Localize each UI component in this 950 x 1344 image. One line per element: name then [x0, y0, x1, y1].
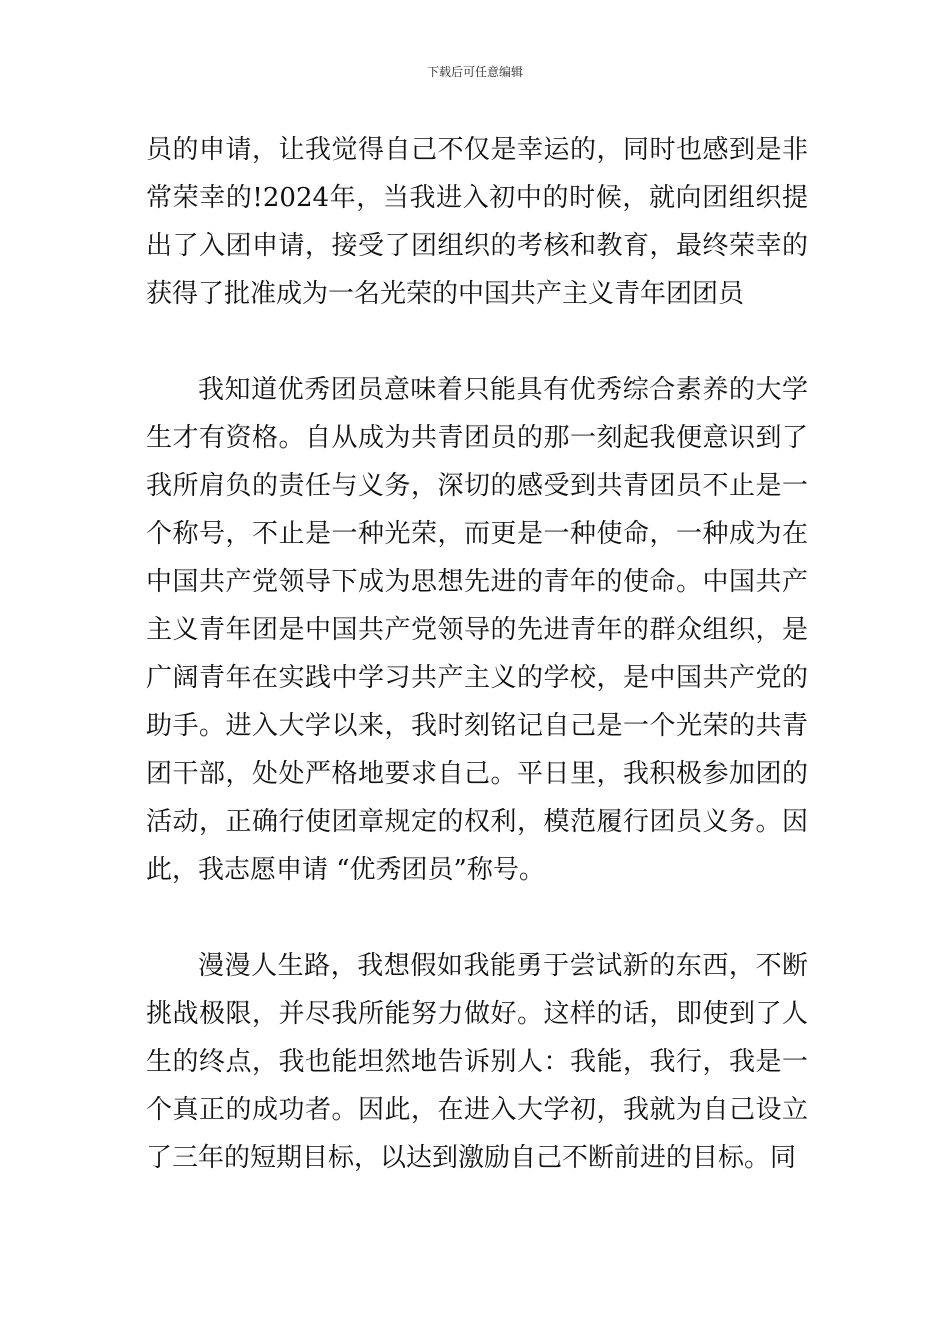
paragraph-spacer — [146, 318, 808, 366]
page-header: 下载后可任意编辑 — [426, 65, 523, 79]
paragraph-3: 漫漫人生路，我想假如我能勇于尝试新的东西，不断挑战极限，并尽我所能努力做好。这样的话，即使到了人生的终点，我也能坦然地告诉别人：我能，我行，我是一个真正的成功者。因此，在进入大学初，我就为自己设立了三年的短期目标，以达到激励自己不断前进的目标。同 — [146, 951, 808, 1173]
document-body — [146, 126, 808, 1182]
paragraph-2: 我知道优秀团员意味着只能具有优秀综合素养的大学生才有资格。自从成为共青团员的那一刻起我便意识到了我所肩负的责任与义务，深切的感受到共青团员不止是一个称号，不止是一种光荣，而更是一种使命，一种成为在中国共产党领导下成为思想先进的青年的使命。中国共产主义青年团是中国共产党领导的先进青年的群众组织，是广阔青年在实践中学习共产主义的学校，是中国共产党的助手。进入大学以来，我时刻铭记自己是一个光荣的共青团干部，处处严格地要求自己。平日里，我积极参加团的活动，正确行使团章规定的权利，模范履行团员义务。因此，我志愿申请 “优秀团员”称号。 — [146, 375, 808, 885]
paragraph-spacer — [146, 894, 808, 942]
paragraph-1: 员的申请，让我觉得自己不仅是幸运的，同时也感到是非常荣幸的!2024年，当我进入初中的时候，就向团组织提出了入团申请，接受了团组织的考核和教育，最终荣幸的获得了批准成为一名光荣的中国共产主义青年团团员 — [146, 135, 808, 309]
